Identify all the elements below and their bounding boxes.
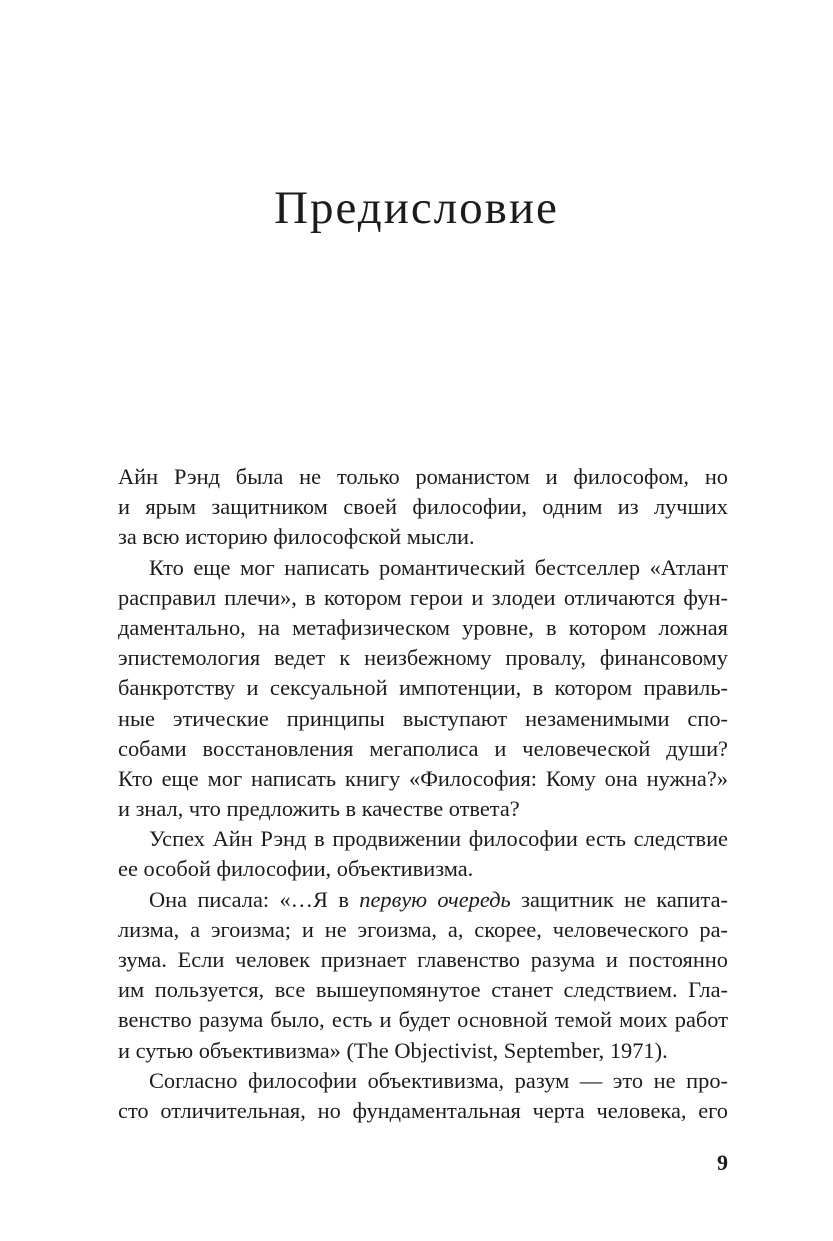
text-line: собами восстановления мегаполиса и человеческой души? <box>118 735 728 761</box>
text-line: ее особой философии, объективизма. <box>118 856 474 882</box>
page-number: 9 <box>717 1150 728 1175</box>
text-line: банкротству и сексуальной импотенции, в котором правиль- <box>118 675 728 701</box>
text-line: лизма, а эгоизма; и не эгоизма, а, скорее, человеческого ра- <box>118 916 728 942</box>
italic-emphasis: первую очередь <box>359 886 511 912</box>
text-line: Кто еще мог написать романтический бестселлер «Атлант <box>149 554 728 580</box>
text-line: Согласно философии объективизма, разум — это не про- <box>149 1067 728 1093</box>
text-line: Успех Айн Рэнд в продвижении философии есть следствие <box>149 826 728 852</box>
text-line: венство разума было, есть и будет основной темой моих работ <box>118 1007 728 1033</box>
text-line: сто отличительная, но фундаментальная черта человека, его <box>118 1097 728 1123</box>
text-line: им пользуется, все вышеупомянутое станет следствием. Гла- <box>118 977 728 1003</box>
body-text <box>118 462 728 1126</box>
text-line: даментально, на метафизическом уровне, в котором ложная <box>118 614 728 640</box>
text-segment: Она писала: «…Я в <box>149 886 360 912</box>
text-line: зума. Если человек признает главенство разума и постоянно <box>118 947 728 972</box>
text-line: и знал, что предложить в качестве ответа? <box>118 796 520 822</box>
text-line: и ярым защитником своей философии, одним из лучших <box>118 494 728 520</box>
text-line: ные этические принципы выступают незаменимыми спо- <box>118 705 728 731</box>
text-line: эпистемология ведет к неизбежному провалу, финансовому <box>118 645 728 671</box>
text-line: и сутью объективизма» (The Objectivist, September, 1971). <box>118 1037 668 1063</box>
text-line: Айн Рэнд была не только романистом и философом, но <box>118 464 728 489</box>
text-line <box>118 885 728 915</box>
text-line: за всю историю философской мысли. <box>118 524 475 550</box>
text-line: Кто еще мог написать книгу «Философия: Кому она нужна?» <box>118 765 728 791</box>
chapter-title: Предисловие <box>274 182 559 234</box>
text-line: расправил плечи», в котором герои и злодеи отличаются фун- <box>118 584 728 610</box>
text-segment: защитник не капита- <box>510 886 728 912</box>
